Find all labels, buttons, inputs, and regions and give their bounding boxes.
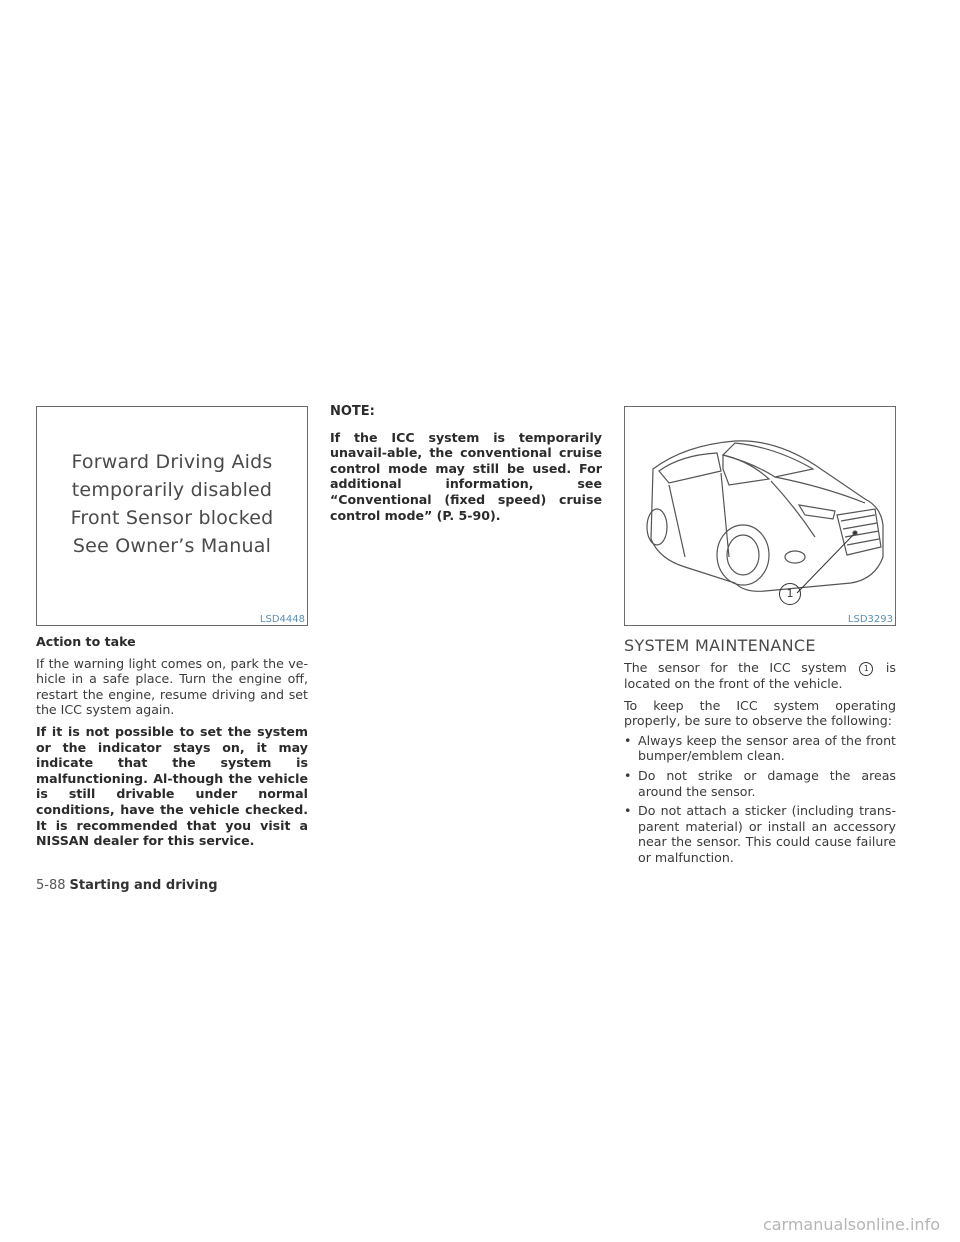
note-text: If the ICC system is temporarily unavail-able, the conventional cruise control mode may still be used. For additional information, see “Conventional (fixed speed) cruise control mode” (P. 5-90).	[330, 429, 602, 523]
sensor-text-before: The sensor for the ICC system	[624, 660, 847, 675]
watermark: carmanualsonline.info	[762, 1215, 940, 1234]
page-number: 5-88	[36, 878, 66, 893]
list-item: • Do not attach a sticker (including trans-parent material) or install an accessory near the sensor. This could cause failure or malfunction.	[624, 803, 896, 865]
car-illustration	[625, 407, 895, 625]
figure-code: LSD3293	[847, 614, 893, 625]
maintenance-list	[624, 733, 896, 866]
page-footer	[36, 878, 218, 893]
right-column	[624, 660, 896, 870]
sensor-location-paragraph	[624, 660, 896, 692]
display-line-3: Front Sensor blocked	[70, 507, 274, 529]
display-line-2: temporarily disabled	[71, 479, 273, 501]
middle-column	[330, 404, 602, 523]
display-line-1: Forward Driving Aids	[71, 451, 273, 473]
action-paragraph: If the warning light comes on, park the ve-hicle in a safe place. Turn the engine off, restart the engine, resume driving and set the ICC system again.	[36, 655, 308, 718]
figure-code: LSD4448	[259, 614, 305, 625]
section-title: SYSTEM MAINTENANCE	[624, 636, 816, 655]
note-label: NOTE:	[330, 404, 375, 419]
vehicle-sensor-figure	[624, 406, 896, 626]
left-column	[36, 634, 308, 849]
malfunction-paragraph: If it is not possible to set the system or the indicator stays on, it may indicate that the system is malfunctioning. Al-though the vehicle is still drivable under normal conditions, have the vehicle checked. It is recommended that you visit a NISSAN dealer for this service.	[36, 723, 308, 849]
intro-paragraph: To keep the ICC system operating properly, be sure to observe the following:	[624, 697, 896, 729]
list-item: • Do not strike or damage the areas around the sensor.	[624, 768, 896, 799]
figure-callout: 1	[779, 583, 801, 605]
list-item: • Always keep the sensor area of the front bumper/emblem clean.	[624, 733, 896, 764]
warning-display-figure	[36, 406, 308, 626]
sensor-callout: 1	[859, 662, 873, 676]
action-heading: Action to take	[36, 634, 136, 649]
display-line-4: See Owner’s Manual	[72, 535, 272, 557]
sensor-text-after: is located on the front of the vehicle.	[624, 660, 896, 691]
section-name: Starting and driving	[69, 878, 218, 893]
